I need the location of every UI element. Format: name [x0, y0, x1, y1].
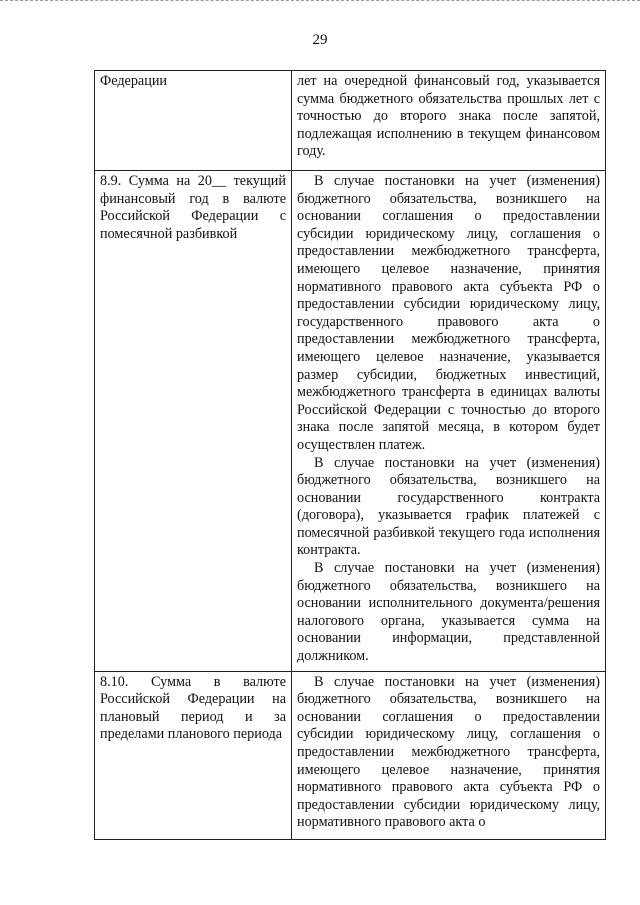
description-paragraph: лет на очередной финансовый год, указывается сумма бюджетного обязательства прошлых лет с точностью до второго знака после запятой, подлежащая исполнению в текущем финансовом году.: [297, 73, 600, 160]
description-paragraph: В случае постановки на учет (изменения) бюджетного обязательства, возникшего на основании соглашения о предоставлении субсидии юридическому лицу, соглашения о предоставлении межбюджетного трансферта, имеющего целевое назначение, принятия нормативного правового акта субъекта РФ о предоставлении субсидии юридическому лицу, нормативного правового акта о: [297, 673, 600, 831]
page-top-edge: [0, 0, 640, 2]
field-name: 8.9. Сумма на 20__ текущий финансовый год в валюте Российской Федерации с помесячной разбивкой: [100, 173, 286, 242]
description-paragraph: В случае постановки на учет (изменения) бюджетного обязательства, возникшего на основании государственного контракта (договора), указывается график платежей с помесячной разбивкой текущего года исполнения контракта.: [297, 454, 600, 559]
field-name-cell: [95, 671, 292, 839]
table-row: [95, 171, 606, 672]
description-paragraph: В случае постановки на учет (изменения) бюджетного обязательства, возникшего на основании соглашения о предоставлении субсидии юридическому лицу, соглашения о предоставлении межбюджетного трансферта, имеющего целевое назначение, принятия нормативного правового акта субъекта РФ о предоставлении субсидии юридическому лицу, государственного правового акта о предоставлении межбюджетного трансферта, имеющего целевое назначение, указывается размер субсидии, бюджетных инвестиций, межбюджетного трансферта в единицах валюты Российской Федерации с точностью до второго знака после запятой месяца, в котором будет осуществлен платеж.: [297, 173, 600, 453]
field-description-cell: [292, 71, 606, 171]
requirements-table: [94, 70, 606, 840]
field-name: Федерации: [100, 73, 168, 89]
field-description-cell: [292, 671, 606, 839]
field-description-cell: [292, 171, 606, 672]
table-row: [95, 671, 606, 839]
description-paragraph: В случае постановки на учет (изменения) бюджетного обязательства, возникшего на основании исполнительного документа/решения налогового органа, указывается сумма на основании информации, представленной должником.: [297, 560, 600, 665]
page-number: 29: [312, 32, 328, 48]
field-name-cell: [95, 71, 292, 171]
table-row: [95, 71, 606, 171]
field-name-cell: [95, 171, 292, 672]
field-name: 8.10. Сумма в валюте Российской Федерации на плановый период и за пределами планового периода: [100, 673, 286, 743]
